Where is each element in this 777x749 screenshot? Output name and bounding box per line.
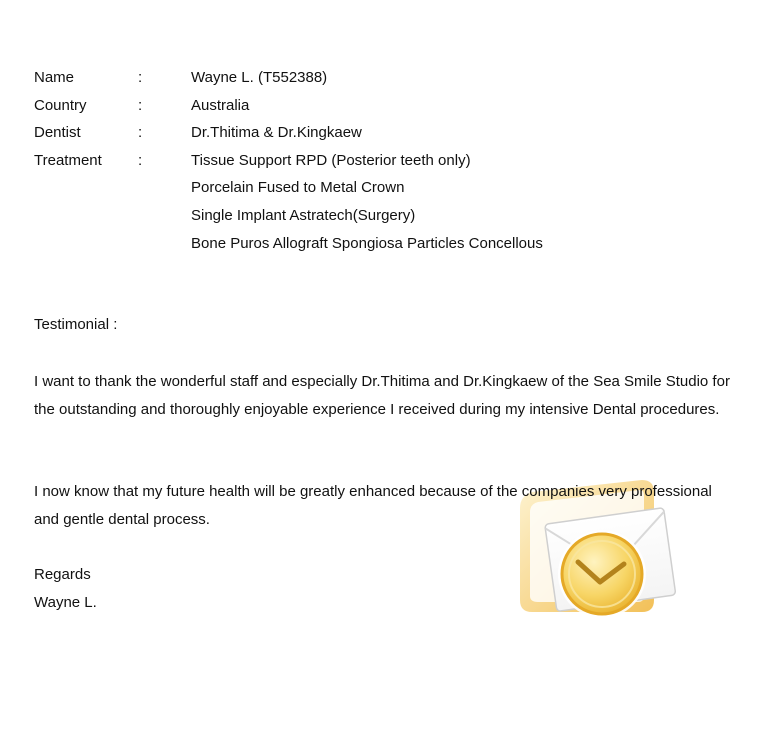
dentist-colon: :	[138, 124, 143, 142]
regards-text: Regards	[34, 566, 91, 583]
dentist-label: Dentist	[34, 124, 81, 142]
country-colon: :	[138, 96, 143, 114]
name-colon: :	[138, 69, 143, 87]
treatment-list	[191, 147, 543, 257]
regards-block	[34, 561, 97, 616]
name-row	[34, 64, 543, 92]
name-value: Wayne L. (T552388)	[191, 69, 328, 87]
country-value: Australia	[191, 96, 250, 114]
treatment-item: Tissue Support RPD (Posterior teeth only)	[191, 151, 471, 169]
treatment-colon: :	[138, 151, 143, 169]
treatment-item: Bone Puros Allograft Spongiosa Particles Concellous	[191, 234, 543, 252]
testimonial-paragraph-1: I want to thank the wonderful staff and especially Dr.Thitima and Dr.Kingkaew of the Sea Smile Studio for the outstanding and thoroughly enjoyable experience I received during my intensive Dental procedures.	[34, 373, 730, 418]
treatment-item: Porcelain Fused to Metal Crown	[191, 179, 405, 197]
treatment-item: Single Implant Astratech(Surgery)	[191, 206, 416, 224]
dentist-row	[34, 119, 543, 147]
name-label: Name	[34, 69, 75, 87]
treatment-label: Treatment	[34, 151, 102, 169]
patient-details	[34, 64, 543, 257]
signature-text: Wayne L.	[34, 593, 97, 611]
country-label: Country	[34, 96, 87, 114]
treatment-row	[34, 147, 543, 257]
testimonial-paragraph-2: I now know that my future health will be greatly enhanced because of the companies very professional and gentle dental process.	[34, 483, 712, 528]
testimonial-heading: Testimonial :	[34, 316, 118, 333]
country-row	[34, 92, 543, 120]
dentist-value: Dr.Thitima & Dr.Kingkaew	[191, 124, 362, 142]
